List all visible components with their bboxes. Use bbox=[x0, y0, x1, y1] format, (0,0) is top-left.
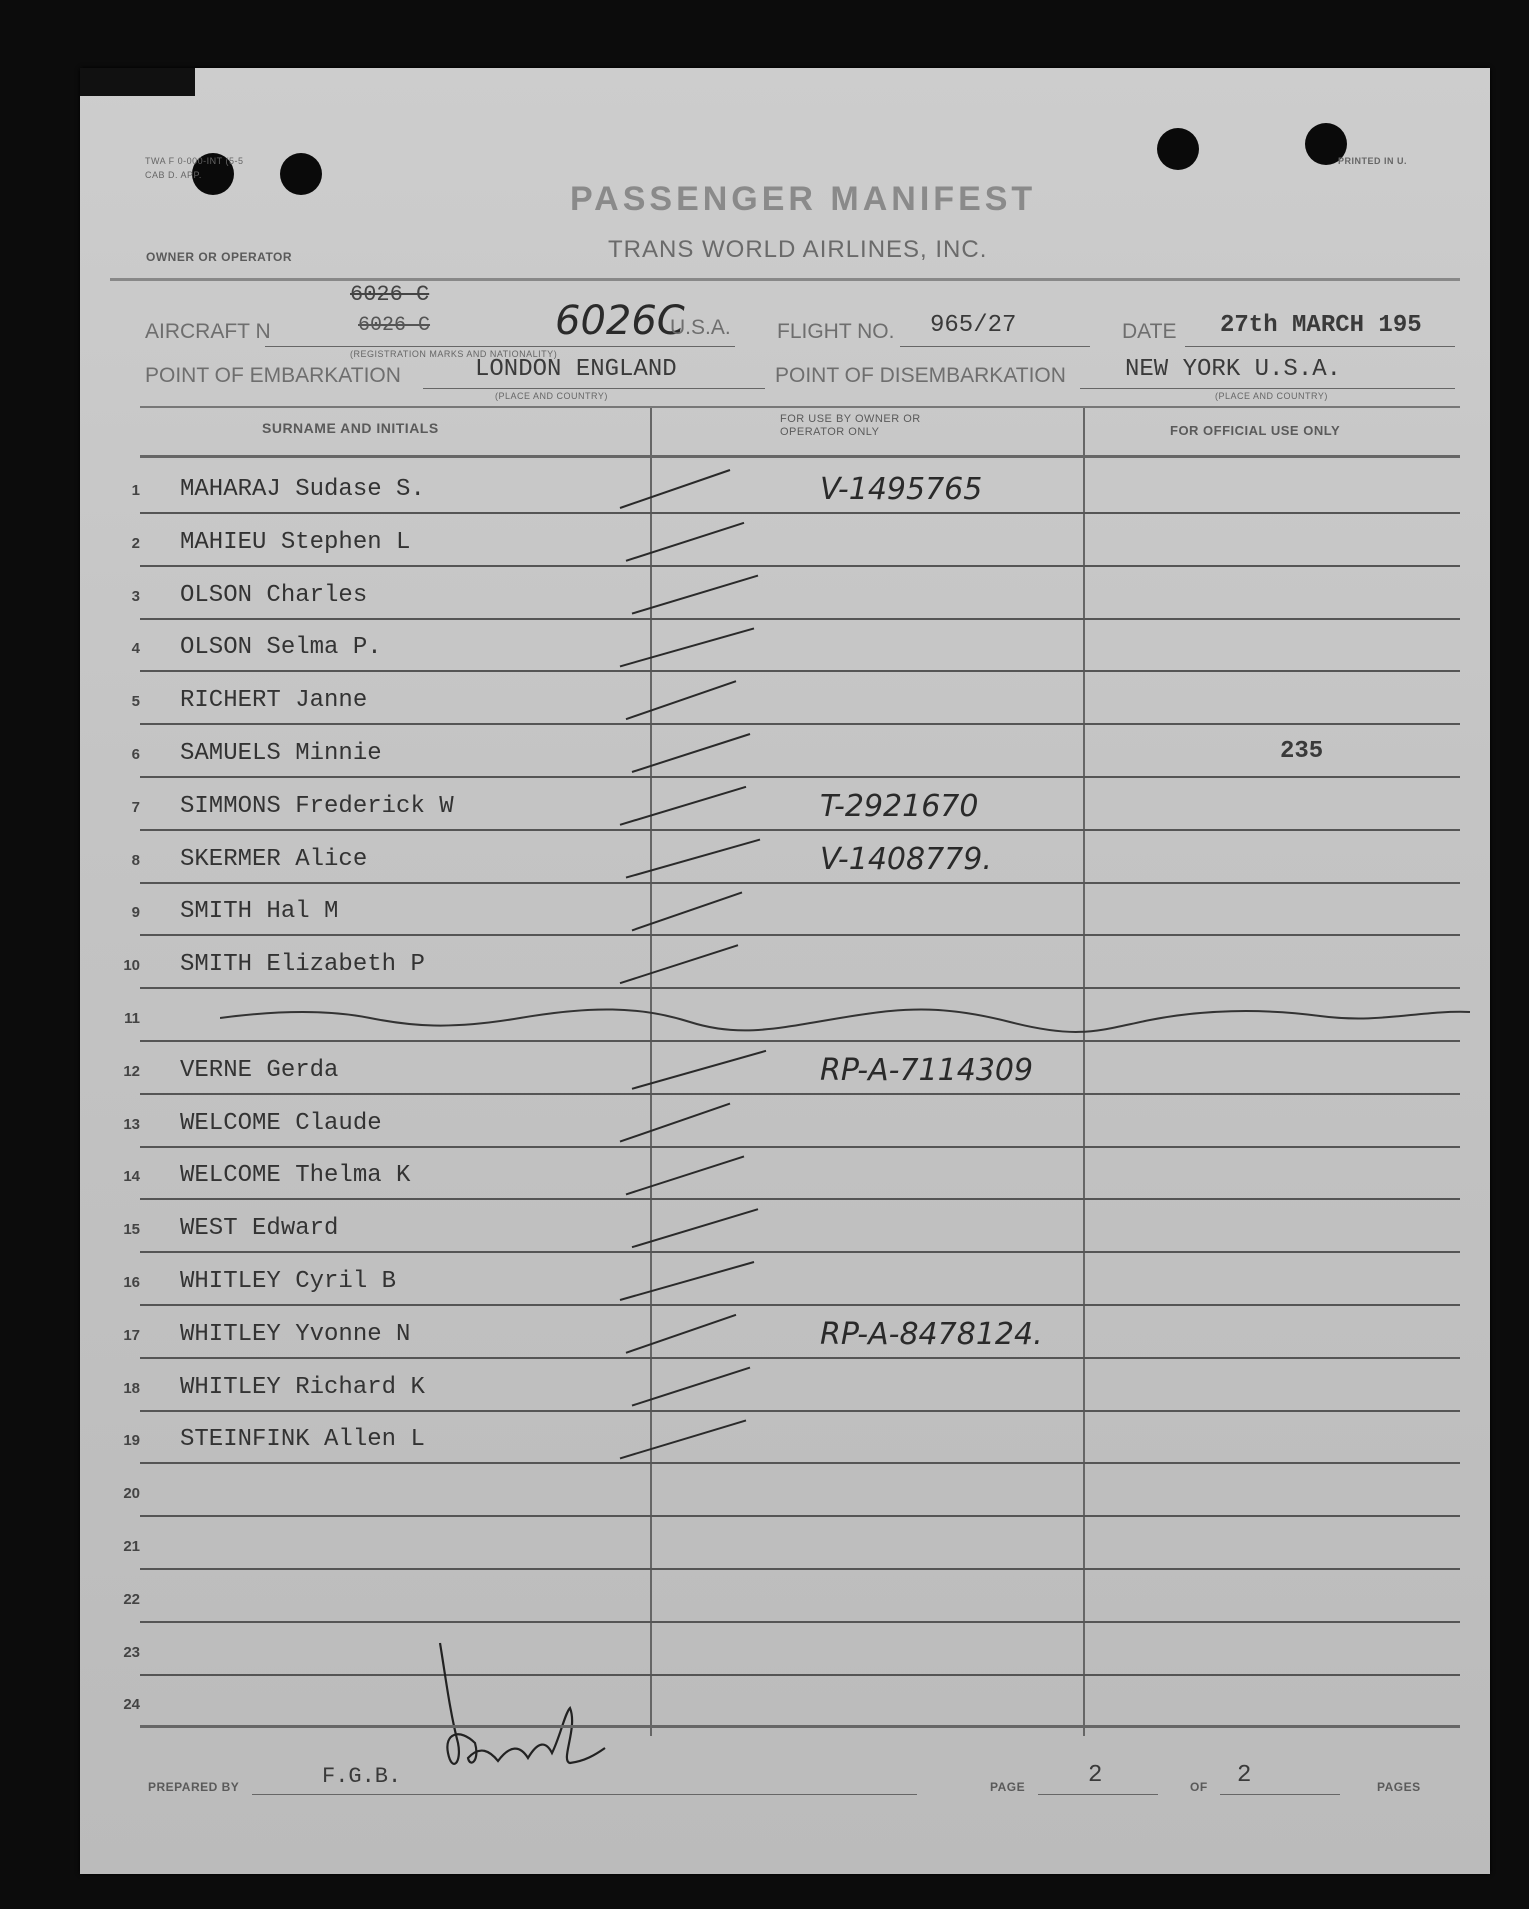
check-slash bbox=[620, 1262, 754, 1300]
passenger-name: WELCOME Claude bbox=[180, 1109, 382, 1137]
check-slash bbox=[626, 681, 736, 719]
row-number: 17 bbox=[123, 1326, 140, 1344]
row-number: 4 bbox=[131, 640, 140, 658]
prepared-underline bbox=[252, 1794, 917, 1795]
passenger-name: WHITLEY Yvonne N bbox=[180, 1320, 411, 1348]
manifest-sheet bbox=[80, 68, 1490, 1874]
page-underline bbox=[1038, 1794, 1158, 1795]
aircraft-struck-2: 6026 C bbox=[358, 314, 431, 337]
aircraft-handwritten: 6026C bbox=[555, 298, 685, 344]
of-underline bbox=[1220, 1794, 1340, 1795]
passenger-name: MAHIEU Stephen L bbox=[180, 528, 411, 556]
row-number: 18 bbox=[123, 1379, 140, 1397]
embark-label: POINT OF EMBARKATION bbox=[145, 364, 401, 387]
page-value: 2 bbox=[1088, 1762, 1103, 1789]
row-number: 12 bbox=[123, 1062, 140, 1080]
embark-value: LONDON ENGLAND bbox=[475, 356, 677, 383]
row-number: 22 bbox=[123, 1590, 140, 1608]
prepared-label: PREPARED BY bbox=[148, 1780, 240, 1794]
row-number: 8 bbox=[131, 851, 140, 869]
passenger-note: RP-A-8478124. bbox=[820, 1316, 1043, 1352]
row-number: 7 bbox=[131, 798, 140, 816]
registration-caption: (REGISTRATION MARKS AND NATIONALITY) bbox=[350, 349, 558, 359]
page-label: PAGE bbox=[990, 1780, 1026, 1794]
column-header-owner: FOR USE BY OWNER OR OPERATOR ONLY bbox=[780, 413, 921, 438]
column-header-official: FOR OFFICIAL USE ONLY bbox=[1170, 423, 1341, 438]
row-number: 24 bbox=[123, 1696, 140, 1714]
disembark-value: NEW YORK U.S.A. bbox=[1125, 356, 1342, 383]
check-slash bbox=[620, 1420, 746, 1458]
table-bottom-border bbox=[140, 1725, 1460, 1728]
check-slash bbox=[626, 1156, 744, 1194]
check-slash bbox=[620, 1104, 730, 1142]
check-slash bbox=[632, 1051, 766, 1089]
official-use-value: 235 bbox=[1280, 738, 1324, 765]
aircraft-label: AIRCRAFT N bbox=[145, 320, 271, 343]
cab-code: CAB D. APP. bbox=[145, 170, 202, 180]
row-number: 2 bbox=[131, 534, 140, 552]
passenger-name: OLSON Charles bbox=[180, 581, 368, 609]
passenger-name: STEINFINK Allen L bbox=[180, 1426, 425, 1454]
check-slash bbox=[632, 576, 758, 614]
embark-caption: (PLACE AND COUNTRY) bbox=[495, 391, 608, 401]
of-label: OF bbox=[1190, 1780, 1208, 1794]
row-number: 20 bbox=[123, 1485, 140, 1503]
passenger-note: V-1495765 bbox=[820, 472, 983, 507]
passenger-name: SAMUELS Minnie bbox=[180, 740, 382, 767]
printed-in: PRINTED IN U. bbox=[1338, 156, 1408, 166]
signature bbox=[420, 1633, 640, 1783]
check-marks bbox=[80, 68, 1490, 1874]
passenger-note: T-2921670 bbox=[820, 788, 979, 824]
owner-label: OWNER OR OPERATOR bbox=[146, 250, 293, 264]
passenger-name: RICHERT Janne bbox=[180, 687, 368, 715]
row-number: 23 bbox=[123, 1643, 140, 1661]
flight-label: FLIGHT NO. bbox=[777, 320, 895, 343]
check-slash bbox=[632, 734, 750, 772]
check-slash bbox=[626, 523, 744, 561]
check-slash bbox=[632, 892, 742, 930]
row-number: 21 bbox=[123, 1538, 140, 1555]
passenger-name: OLSON Selma P. bbox=[180, 634, 382, 662]
passenger-note: RP-A-7114309 bbox=[820, 1052, 1034, 1088]
row-number: 15 bbox=[123, 1221, 140, 1239]
check-slash bbox=[620, 787, 746, 825]
date-label: DATE bbox=[1122, 320, 1177, 343]
pages-label: PAGES bbox=[1377, 1780, 1421, 1794]
passenger-name: SMITH Elizabeth P bbox=[180, 951, 425, 979]
passenger-name: WHITLEY Richard K bbox=[180, 1373, 425, 1401]
row-number: 10 bbox=[123, 957, 140, 975]
passenger-name: MAHARAJ Sudase S. bbox=[180, 476, 425, 503]
row-number: 1 bbox=[131, 482, 140, 499]
form-code: TWA F 0-000-INT (5-5 bbox=[145, 156, 244, 166]
check-slash bbox=[620, 470, 730, 508]
aircraft-struck-1: 6026 C bbox=[350, 282, 430, 307]
page-title: PASSENGER MANIFEST bbox=[570, 180, 1037, 218]
passenger-name: WELCOME Thelma K bbox=[180, 1162, 411, 1190]
prepared-value: F.G.B. bbox=[322, 1764, 402, 1789]
row-number: 14 bbox=[123, 1168, 140, 1186]
check-slash bbox=[626, 840, 760, 878]
nationality: U.S.A. bbox=[670, 316, 731, 339]
check-slash bbox=[620, 628, 754, 666]
disembark-caption: (PLACE AND COUNTRY) bbox=[1215, 391, 1328, 401]
row-number: 9 bbox=[131, 904, 140, 922]
check-slash bbox=[632, 1368, 750, 1406]
passenger-name: SMITH Hal M bbox=[180, 898, 339, 926]
passenger-note: V-1408779. bbox=[820, 841, 992, 877]
check-slash bbox=[620, 945, 738, 983]
of-value: 2 bbox=[1237, 1762, 1252, 1789]
passenger-name: WHITLEY Cyril B bbox=[180, 1268, 397, 1295]
row-number: 11 bbox=[124, 1010, 140, 1027]
row-number: 6 bbox=[131, 746, 140, 763]
flight-number: 965/27 bbox=[930, 312, 1017, 339]
date-value: 27th MARCH 195 bbox=[1220, 312, 1422, 339]
row-number: 16 bbox=[123, 1274, 140, 1291]
check-slash bbox=[632, 1209, 758, 1247]
passenger-name: SIMMONS Frederick W bbox=[180, 792, 454, 820]
row-number: 19 bbox=[123, 1432, 140, 1450]
row-number: 5 bbox=[131, 693, 140, 711]
disembark-label: POINT OF DISEMBARKATION bbox=[775, 364, 1066, 387]
row-number: 3 bbox=[131, 587, 140, 605]
check-slash bbox=[626, 1315, 736, 1353]
passenger-name: WEST Edward bbox=[180, 1215, 339, 1243]
passenger-name: VERNE Gerda bbox=[180, 1056, 339, 1084]
row-number: 13 bbox=[123, 1115, 140, 1133]
airline-name: TRANS WORLD AIRLINES, INC. bbox=[608, 236, 988, 263]
column-header-name: SURNAME AND INITIALS bbox=[262, 420, 439, 436]
passenger-name: SKERMER Alice bbox=[180, 845, 368, 873]
